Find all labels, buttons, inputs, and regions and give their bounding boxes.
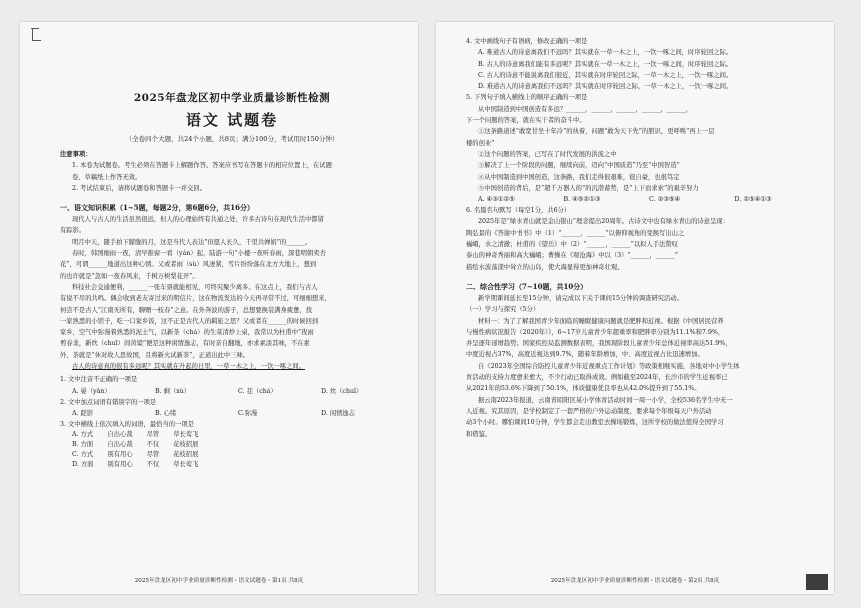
recitation-line: 2025年是“绿水青山就是金山银山”理念提出20周年。古诗文中也有绿水青山的诗意呈现： [478, 218, 729, 226]
cell: 自出心裁 [107, 441, 133, 449]
passage-line: 的也许就是“忽如一夜春风来，千树万树梨花开”。 [60, 272, 199, 280]
sentence-item: ③解决了上一个阶段的问题，继续向前，迈向“中国质造”乃至“中国智造” [478, 162, 680, 170]
sentence-item: ④从中国制造到中国创造，这条路，我们走得很艰难，很自豪，也很笃定 [478, 173, 680, 181]
page-footer: 2025年盘龙区初中学业质量诊断性检测・语文试题卷・第1页 共8页 [134, 578, 304, 584]
passage-line: 花”，可谓______地道出这种心情。又或者雨（sù）风凄紧，雪片纷纷落在北方大地上，想到 [60, 261, 317, 269]
cell: D. 方面 [72, 460, 94, 468]
material-line: 与慢性病状况报告（2020年）》，6~17岁儿童青少年超重率和肥胖率分别为11.1%和7.9%， [466, 328, 725, 336]
material-line: 自《2023年全国综合防控儿童青少年近视重点工作计划》等政策相继实施，各地对中小学生体 [478, 362, 740, 370]
notice-line: 卷、草稿纸上作答无效。 [72, 173, 142, 181]
sentence-item: ⑤中国创造的背后，是“超千万器人的”的沉潜蓄势，是“上下而求索”的艰辛努力 [478, 184, 699, 192]
option: A. 晏（yàn） [72, 387, 111, 395]
option: D. 难道古人的诗意离我们不远吗？其实就在时序轮回之际，一草一木之上，一饮一啄之间。 [478, 83, 733, 91]
cell: 花枝招展 [173, 450, 199, 458]
exam-subtitle: （全卷四个大题，共24个小题，共8页；满分100分，考试用时150分钟） [125, 135, 339, 143]
material-line: 育活动的支持力度愈来愈大，不少行动已取得成效。例如截至2024年，长沙市的学生近视率已 [466, 374, 728, 382]
option: D. ②⑤④①③ [734, 196, 772, 204]
question-5-intro: 下一个问题的答案，就在实干者的奋斗中。 [466, 117, 586, 125]
recitation-line: 描绘水波荡漾中耸立的山岛，使大海显得更加神奇壮观。 [466, 263, 624, 271]
passage-line: 外，茶就是“休对故人思故国，且将新火试新茶”，正道出此中三味。 [60, 351, 250, 359]
corner-bracket-icon [32, 28, 41, 41]
passage-line: 科技社会交通便利，______一张车票就能相见，可终究聚少离多。在这点上，我们与古人 [72, 283, 318, 291]
passage-line: 一家熟悉的小馆子，吃一口家乡饭，这不正是古代人的羁旅之思？又或者在______的时候回到 [60, 317, 319, 325]
passage-line: 家乡，空气中弥漫着熟悉的泥土气，以新茶（chá）的生菜清炒上桌，我常以为杜甫中“夜雨 [60, 329, 314, 337]
passage-line: 何尝不是古人“江南无所有，聊赠一枝春”之意。在外奔波的游子，总想要换装满身疲惫，找 [60, 306, 313, 314]
passage-line: 有踪影。 [60, 227, 86, 235]
question-1: 1. 文中注音不正确的一项是 [60, 376, 138, 384]
question-3-options [72, 430, 212, 469]
cell: 不仅 [146, 441, 160, 449]
sentence-item: ①这条路道述“敢宽甘坐十年冷”的执着，问题“敢为天下先”的胆识，更呼唤“再上一层 [478, 128, 715, 136]
cell: 草长莺飞 [173, 431, 199, 439]
option: B. 剩（xù） [155, 387, 191, 395]
notice-line: 1. 本卷为试题卷。考生必须在答题卡上解题作答。答案应书写在答题卡的相应位置上，在试题 [72, 162, 332, 170]
question-5-intro: 从中国制造到中国创造有多远？______，______，______，______，______， [478, 105, 693, 113]
option: B. 古人的诗意离我们能有多远呢？其实就在一草一木之上，一饮一啄之间，时序轮回之际。 [478, 60, 733, 68]
passage-line: 剪春韭，新炊（chuī）间黄粱”便是这种闲情逸志，有时亲自翻地，亦求素淡其味，不在素 [60, 340, 310, 348]
cell: 尽管 [146, 450, 160, 458]
sentence-item: 楼的创业” [466, 139, 495, 147]
material-line: 动3个小时。哪怕课间10分钟，学生都会走出教室去操场锻炼，这所学校的做法值得全国学习 [466, 419, 724, 427]
recitation-line: 泰山的神奇秀丽和高大巍峨；曹操在《观沧海》中以（3）“______，______” [466, 252, 678, 260]
underlined-sentence: 古人的诗意真的很有多远呢？其实就在升起的日里，一草一木之上，一饮一啄之间。 [72, 363, 305, 371]
material-line: 和借鉴。 [466, 430, 492, 438]
exam-title: 2025年盘龙区初中学业质量诊断性检测 [133, 92, 331, 104]
cell: 尽管 [146, 431, 160, 439]
passage-line: 现代人与古人的生活虽然很远，但人的心理始终有共通之处，许多古诗句在现代生活中都留 [72, 216, 324, 224]
option: A. 难道古人的诗意离我们不远吗？其实就在一草一木之上，一饮一啄之间，时序轮回之际。 [478, 49, 733, 57]
subsection-heading: （一）学习与探究（5分） [466, 306, 540, 314]
option-row [72, 460, 212, 470]
cell: 别有用心 [107, 460, 133, 468]
option: B. ④⑤②①③ [563, 196, 601, 204]
cell: A. 方式 [72, 431, 94, 439]
option: A. ④③①②⑤ [478, 196, 515, 204]
option-row [72, 440, 212, 450]
question-1-options [60, 386, 404, 397]
cell: C. 方式 [72, 450, 94, 458]
cell: B. 方面 [72, 441, 94, 449]
section-intro: 新学期课间延长至15分钟，请完成以下关于课间15分钟的调查研究活动。 [478, 294, 683, 302]
passage-line: 明月中天，随手拍下朦胧的月，这是当代人表达“但愿人长久，千里共婵娟”的______。 [72, 238, 312, 246]
option: D. 闲情逸志 [321, 409, 356, 417]
section-heading: 二、综合性学习（7~10题，共10分） [466, 281, 588, 291]
material-line: 据云南2023年报道，云南省昭阳区某小学体育活动时间一周一小学，全校536名学生中无一 [478, 396, 733, 404]
question-5: 5. 下列句子填入横线上的顺序正确的一项是 [466, 94, 588, 102]
question-3: 3. 文中横线上依次填入的词语，最恰当的一项是 [60, 420, 194, 428]
material-line: 从2021年的53.6%下降到了50.1%，体质健康优良率也从42.0%提升到了55.1%。 [466, 385, 701, 393]
question-6: 6. 名篇名句默写（每空1分，共6分） [466, 207, 571, 215]
question-5-options [466, 194, 820, 205]
option: C.弥漫 [238, 409, 258, 417]
material-line: 材料一：为了了解我国青少年面临的睡眠健康问题就是肥胖和近视。根据《中国居民营养 [478, 317, 724, 325]
option-row [72, 430, 212, 440]
option: B. 心绪 [155, 409, 177, 417]
scan-corner-mark [806, 574, 828, 590]
notice-heading: 注意事项： [60, 151, 92, 158]
material-line: 并呈逐年递增趋势；国家疾控局监测数据表明，我国现阶段儿童青少年总体近视率高达51.9%， [466, 340, 732, 348]
recitation-line: 巍峨，水之清澈；杜甫的《望岳》中（2）“______，______”以拟人手法赞叹 [466, 241, 678, 249]
option-row [72, 450, 212, 460]
passage-line: 有说不尽的共鸣。偶会收到老友寄过来的明信片，这在物流发达的今天再寻常不过，可细细想来， [60, 295, 331, 303]
material-line: 人近视。究其原因，是学校制定了一套严格的户外运动制度，要求每个年级每天户外活动 [466, 407, 712, 415]
question-2-options [60, 408, 404, 419]
recitation-line: 陶弘景的《答谢中书书》中（1）“______，______”以俯仰视角的变换写出山之 [466, 229, 685, 237]
exam-page-2 [436, 22, 834, 594]
option: A. 蹉影 [72, 409, 94, 417]
material-line: 中度近视占37%，高度近视达到9.7%，随着年龄增加，中、高度近视占比迅速增加。 [466, 351, 704, 359]
question-2: 2. 文中加点词语有错别字的一项是 [60, 398, 157, 406]
cell: 自出心裁 [107, 431, 133, 439]
notice-line: 2. 考试结束后，请将试题卷和答题卡一并交回。 [72, 184, 206, 192]
option: C. 古人的诗意不能说离我们很近，其实就在时序轮回之际，一草一木之上，一饮一啄之间。 [478, 71, 733, 79]
cell: 别有用心 [107, 450, 133, 458]
question-4: 4. 文中画线句子有语病，修改正确的一项是 [466, 38, 588, 45]
cell: 花枝招展 [173, 441, 199, 449]
cell: 不仅 [146, 460, 160, 468]
option: C. 茬（chá） [238, 387, 277, 395]
cell: 草长莺飞 [173, 460, 199, 468]
exam-subject: 语文 试题卷 [185, 111, 279, 129]
sentence-item: ②这个问题的答案，已写在了时代发展的洪流之中 [478, 150, 617, 158]
exam-page-1 [20, 22, 418, 594]
passage-line: 春时，韩国细雨一夜，清早推窗一看（yán）起，陆游一句“小楼一夜听春雨，深巷明朝卖杏 [72, 250, 326, 258]
option: D. 炊（chuī） [321, 387, 363, 395]
page-footer: 2025年盘龙区初中学业质量诊断性检测・语文试题卷・第2页 共8页 [550, 578, 720, 584]
section-heading: 一、语文知识积累（1~5题，每题2分，第6题6分，共16分） [60, 203, 254, 213]
option: C. ②③⑤④ [649, 196, 681, 204]
